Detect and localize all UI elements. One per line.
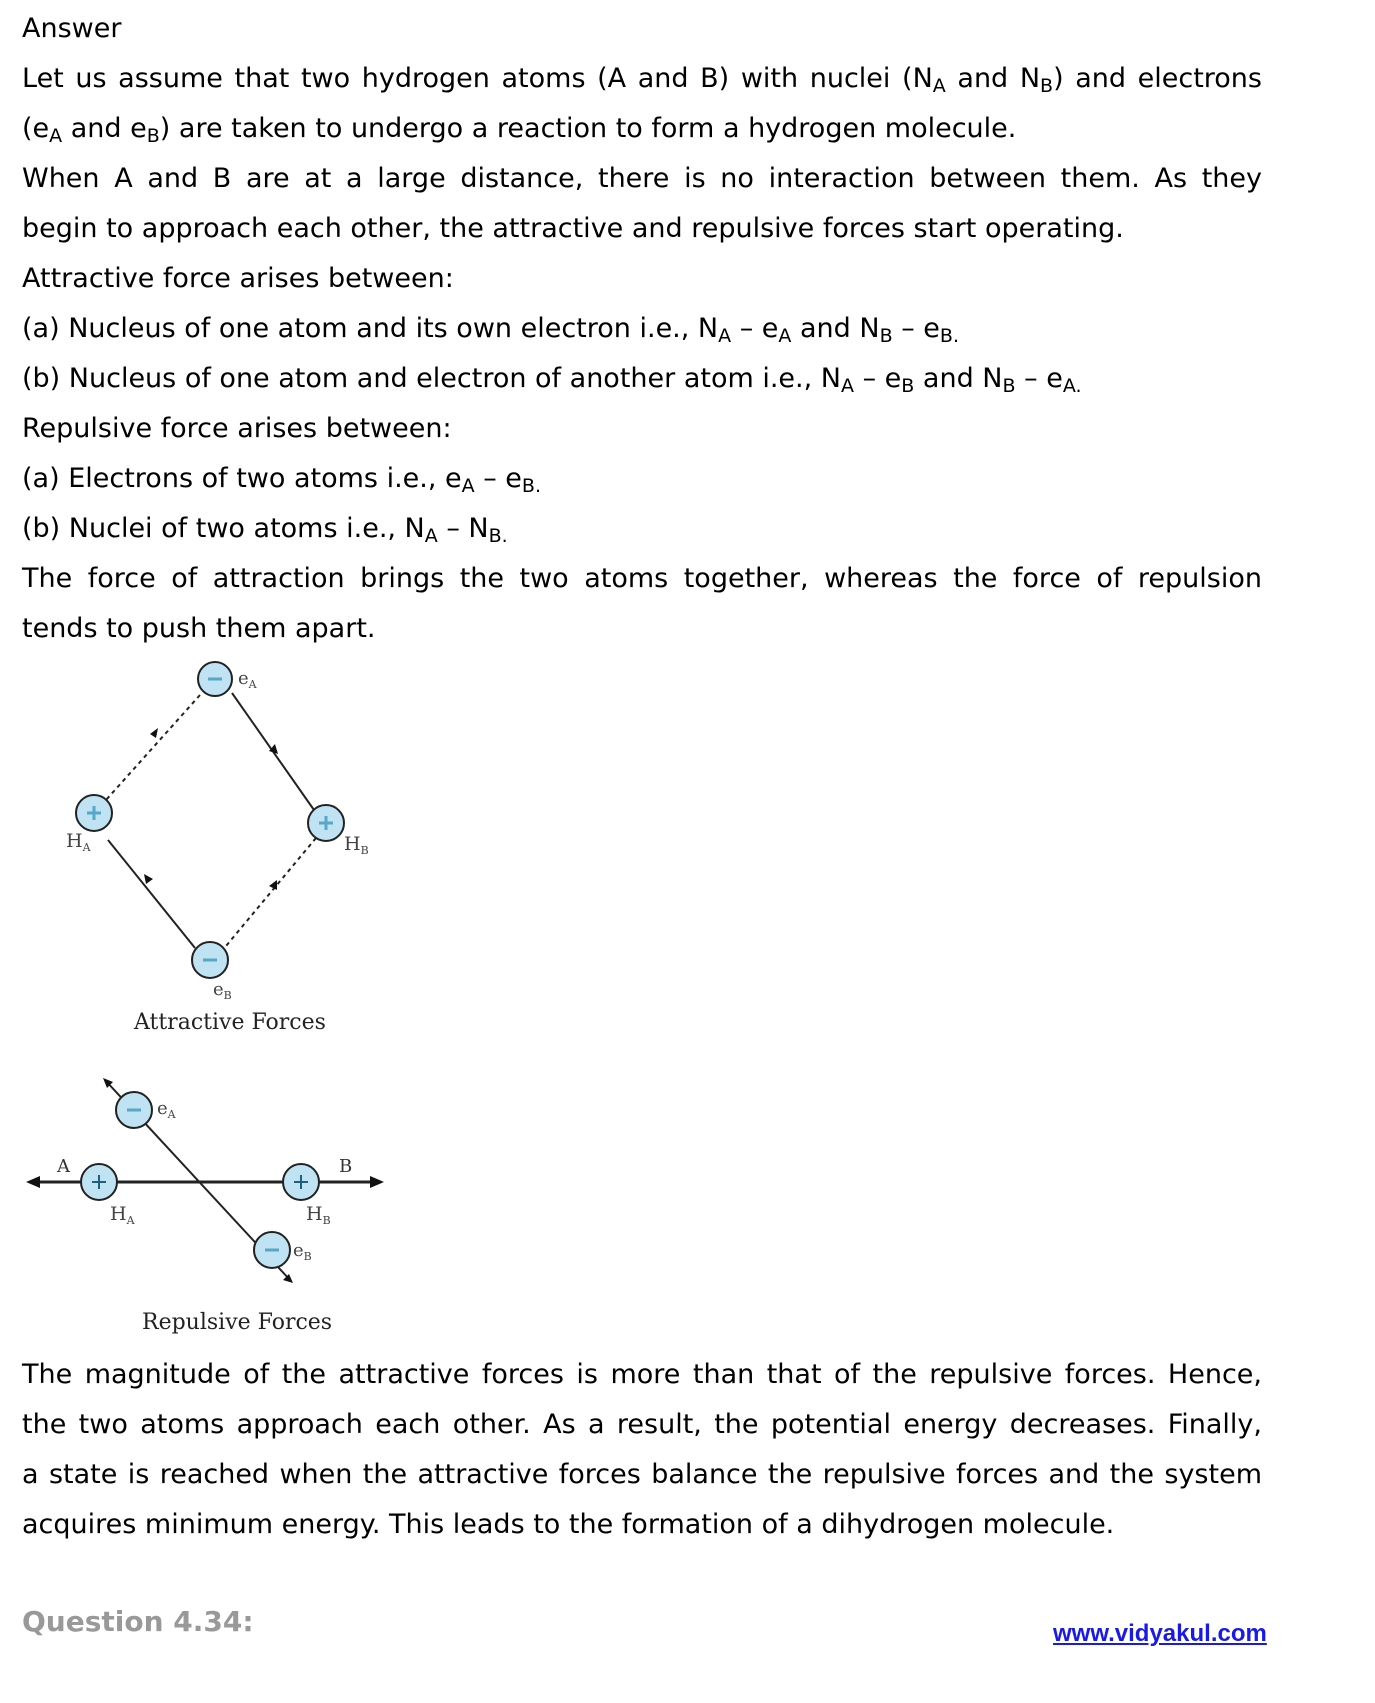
attractive-item-a: (a) Nucleus of one atom and its own electron i.e., $N_A - e_A$ and $N_B - e_{B.}$: [22, 313, 959, 347]
repulsive-forces-diagram: [0, 1070, 420, 1300]
svg-text:A: A: [57, 1156, 70, 1177]
conclusion-line-3: a state is reached when the attractive forces balance the repulsive forces and the system: [22, 1459, 1262, 1490]
svg-text:HB: $H_B$: [306, 1203, 331, 1227]
attractive-title: Attractive force arises between:: [22, 263, 454, 294]
intro-line-1: Let us assume that two hydrogen atoms (A and B) with nuclei ($N_A$ and $N_B$) and electrons: [22, 63, 1262, 97]
repulsive-forces-caption: Repulsive Forces: [142, 1310, 333, 1335]
hydrogen-a-repulsive: [81, 1164, 117, 1200]
attractive-item-b: (b) Nucleus of one atom and electron of another atom i.e., $N_A - e_B$ and $N_B - e_{A.}$: [22, 363, 1082, 397]
distance-line-1: When A and B are at a large distance, there is no interaction between them. As they: [22, 163, 1262, 194]
svg-text:eA: $e_A$: [238, 668, 257, 691]
hydrogen-b-repulsive: [283, 1164, 319, 1200]
svg-text:eB: $e_B$: [293, 1240, 312, 1263]
conclusion-line-2: the two atoms approach each other. As a result, the potential energy decreases. Finally,: [22, 1409, 1262, 1440]
next-question-label: Question 4.34:: [22, 1605, 254, 1638]
svg-text:HB: $H_B$: [344, 833, 369, 857]
website-link[interactable]: www.vidyakul.com: [1053, 1620, 1267, 1647]
svg-text:HA: $H_A$: [66, 830, 91, 854]
svg-text:HA: $H_A$: [110, 1203, 135, 1227]
svg-text:eB: $e_B$: [213, 979, 232, 1002]
balance-line-2: tends to push them apart.: [22, 613, 376, 644]
hydrogen-b-nucleus: [308, 805, 344, 841]
electron-b-repulsive: [254, 1232, 290, 1268]
electron-a-repulsive: [116, 1092, 152, 1128]
hydrogen-a-nucleus: [76, 795, 112, 831]
svg-text:B: B: [339, 1156, 353, 1177]
conclusion-line-4: acquires minimum energy. This leads to the formation of a dihydrogen molecule.: [22, 1509, 1115, 1540]
attractive-forces-caption: Attractive Forces: [134, 1010, 326, 1035]
balance-line-1: The force of attraction brings the two atoms together, whereas the force of repulsion: [22, 563, 1262, 594]
intro-line-2: ($e_A$ and $e_B$) are taken to undergo a reaction to form a hydrogen molecule.: [22, 113, 1017, 147]
repulsive-title: Repulsive force arises between:: [22, 413, 452, 444]
repulsive-item-b: (b) Nuclei of two atoms i.e., $N_A - N_{B.}$: [22, 513, 508, 547]
attractive-forces-diagram: [0, 650, 420, 1050]
conclusion-line-1: The magnitude of the attractive forces is more than that of the repulsive forces. Hence,: [22, 1359, 1262, 1390]
svg-text:eA: $e_A$: [157, 1098, 176, 1121]
electron-a: [198, 662, 232, 696]
distance-line-2: begin to approach each other, the attractive and repulsive forces start operating.: [22, 213, 1124, 244]
repulsive-item-a: (a) Electrons of two atoms i.e., $e_A - e_{B.}$: [22, 463, 541, 497]
answer-heading: Answer: [22, 13, 122, 44]
electron-b: [192, 942, 228, 978]
